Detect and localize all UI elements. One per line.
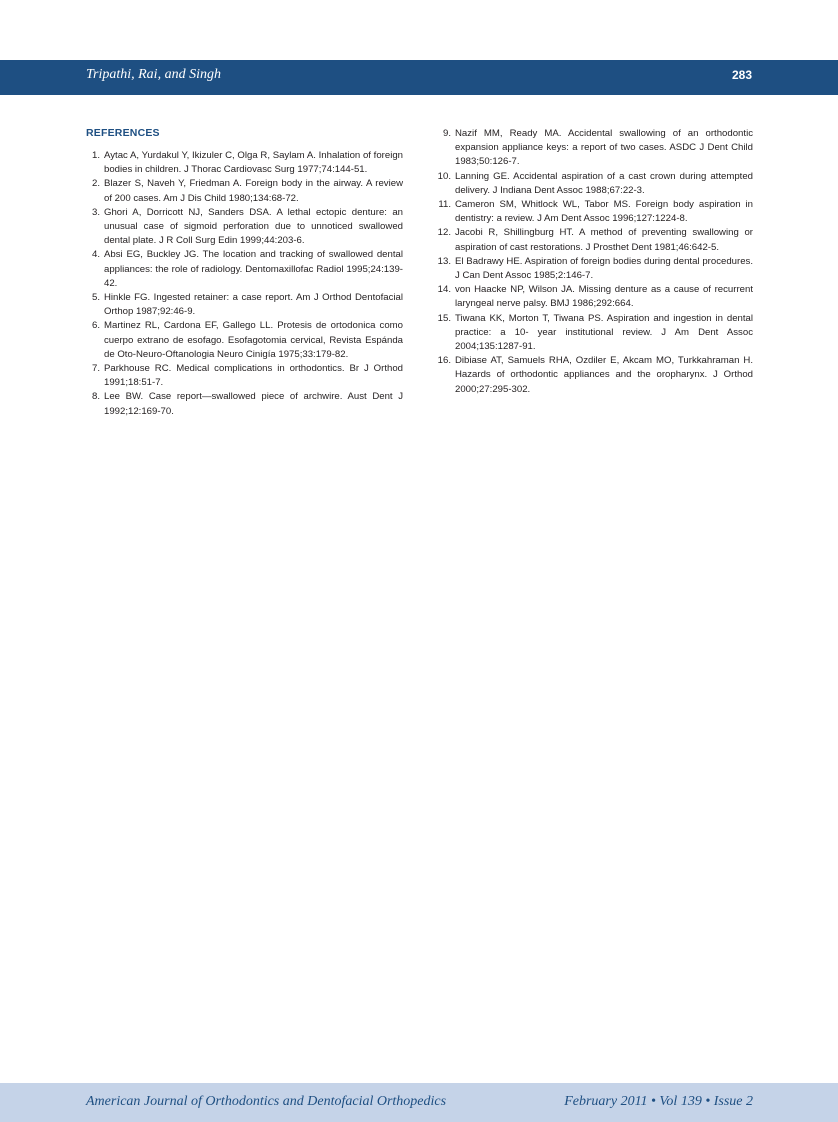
references-column-right	[437, 127, 753, 397]
reference-number: 10.	[437, 170, 451, 182]
reference-text: von Haacke NP, Wilson JA. Missing denture as a cause of recurrent laryngeal nerve palsy. BMJ 1986;292:664.	[455, 284, 753, 310]
reference-item	[86, 319, 403, 362]
reference-number: 8.	[91, 391, 100, 403]
reference-number: 7.	[91, 363, 100, 375]
reference-number: 4.	[91, 249, 100, 261]
reference-text: Cameron SM, Whitlock WL, Tabor MS. Foreign body aspiration in dentistry: a review. J Am Dent Assoc 1996;127:1224-8.	[455, 199, 753, 225]
reference-number: 1.	[91, 150, 100, 161]
reference-item	[437, 255, 753, 283]
reference-number: 2.	[91, 178, 100, 190]
issue-info: February 2011 • Vol 139 • Issue 2	[564, 1094, 753, 1109]
reference-item	[437, 283, 753, 311]
reference-number: 14.	[437, 284, 451, 296]
reference-item	[437, 170, 753, 198]
reference-text: Parkhouse RC. Medical complications in orthodontics. Br J Orthod 1991;18:51-7.	[104, 363, 403, 389]
reference-item	[86, 177, 403, 205]
reference-list-right	[437, 127, 753, 397]
reference-text: Lee BW. Case report—swallowed piece of archwire. Aust Dent J 1992;12:169-70.	[104, 391, 403, 417]
reference-number: 9.	[442, 128, 451, 139]
reference-item	[86, 291, 403, 319]
reference-item	[437, 226, 753, 254]
reference-number: 16.	[437, 355, 451, 367]
reference-number: 11.	[438, 199, 451, 211]
reference-item	[437, 198, 753, 226]
reference-text: Nazif MM, Ready MA. Accidental swallowing of an orthodontic expansion appliance keys: a report of two cases. ASDC J Dent Child 1983;50:126-7.	[455, 128, 753, 168]
reference-number: 15.	[437, 312, 451, 324]
reference-number: 3.	[91, 206, 100, 218]
reference-text: Tiwana KK, Morton T, Tiwana PS. Aspiration and ingestion in dental practice: a 10- year institutional review. J Am Dent Assoc 2004;135:1287-91.	[455, 312, 753, 353]
reference-text: Dibiase AT, Samuels RHA, Ozdiler E, Akcam MO, Turkkahraman H. Hazards of orthodontic appliances and the oropharynx. J Orthod 2000;27:295-302.	[455, 355, 753, 395]
reference-text: Hinkle FG. Ingested retainer: a case report. Am J Orthod Dentofacial Orthop 1987;92:46-9.	[104, 292, 403, 318]
reference-item	[86, 206, 403, 249]
reference-text: Blazer S, Naveh Y, Friedman A. Foreign body in the airway. A review of 200 cases. Am J Dis Child 1980;134:68-72.	[104, 178, 403, 204]
reference-item	[437, 312, 753, 355]
reference-item	[86, 390, 403, 418]
reference-number: 12.	[437, 227, 451, 239]
reference-text: Martinez RL, Cardona EF, Gallego LL. Protesis de ortodonica como cuerpo extrano de esofago. Esofagotomia cervical, Revista Espánda de Oto-Neuro-Oftanologia Neuro Cinigía 1975;33:179-82.	[104, 320, 403, 360]
reference-text: Absi EG, Buckley JG. The location and tracking of swallowed dental appliances: the role of radiology. Dentomaxillofac Radiol 1995;24:139-42.	[104, 249, 403, 289]
reference-item	[86, 362, 403, 390]
reference-text: Aytac A, Yurdakul Y, Ikizuler C, Olga R, Saylam A. Inhalation of foreign bodies in children. J Thorac Cardiovasc Surg 1977;74:144-51.	[104, 150, 403, 176]
reference-number: 5.	[91, 292, 100, 304]
reference-item	[86, 149, 403, 177]
reference-number: 13.	[437, 255, 451, 267]
running-footer	[0, 1083, 838, 1122]
page-number: 283	[731, 68, 752, 82]
reference-item	[437, 354, 753, 397]
running-header	[0, 60, 838, 95]
reference-text: Lanning GE. Accidental aspiration of a cast crown during attempted delivery. J Indiana Dent Assoc 1988;67:22-3.	[455, 170, 753, 196]
journal-title: American Journal of Orthodontics and Dentofacial Orthopedics	[86, 1094, 447, 1109]
reference-text: Jacobi R, Shillingburg HT. A method of preventing swallowing or aspiration of cast restorations. J Prosthet Dent 1981;46:642-5.	[455, 227, 753, 253]
references-column-left	[86, 126, 403, 419]
reference-list-left	[86, 149, 403, 419]
reference-item	[437, 127, 753, 170]
header-authors: Tripathi, Rai, and Singh	[86, 67, 221, 82]
reference-text: El Badrawy HE. Aspiration of foreign bodies during dental procedures. J Can Dent Assoc 1985;2:146-7.	[455, 255, 753, 282]
reference-number: 6.	[91, 320, 100, 332]
reference-text: Ghori A, Dorricott NJ, Sanders DSA. A lethal ectopic denture: an unusual case of sigmoid perforation due to unnoticed swallowed dental plate. J R Coll Surg Edin 1999;44:203-6.	[104, 206, 403, 247]
references-heading: REFERENCES	[86, 127, 160, 139]
reference-item	[86, 248, 403, 291]
